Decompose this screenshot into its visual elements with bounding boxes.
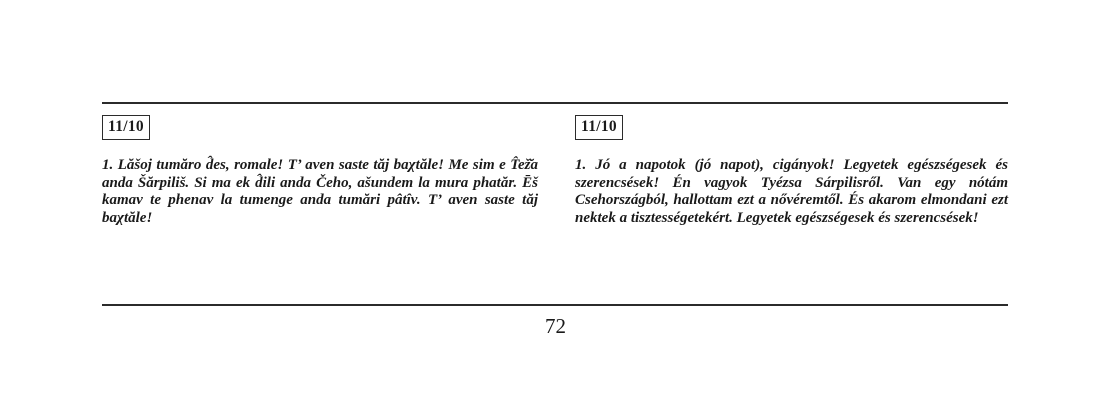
romani-verse xyxy=(102,157,538,227)
verse-text: Jó a napotok (jó napot), cigányok! Legyetek egészségesek és szerencsések! Én vagyok Tyézsa Sárpilisről. Van egy nótám Csehországból, hallottam ezt a nővéremtől. És akarom elmondani ezt nektek a tisztességetekért. Legyetek egészségesek és szerencsések! xyxy=(575,157,1008,226)
verse-text: Lăšoj tumăro d̂es, romale! T’ aven saste tăj baχtăle! Me sim e T̂ež̆a anda Šărpiliš. Si ma ek d̂ili anda Čeho, ašundem la mura phatăr. Ēš kamav te phenav la tumenge anda tumări pâtîv. T’ aven saste tăj baχtăle! xyxy=(102,157,539,226)
verse-number: 1. xyxy=(102,157,114,173)
section-label-box: 11/10 xyxy=(102,115,150,140)
hungarian-verse xyxy=(575,157,1008,227)
top-divider xyxy=(102,102,1008,104)
section-label-box: 11/10 xyxy=(575,115,623,140)
bottom-divider xyxy=(102,304,1008,306)
verse-number: 1. xyxy=(575,157,587,173)
hungarian-column xyxy=(575,115,1008,227)
romani-column xyxy=(102,115,538,227)
page-number: 72 xyxy=(545,314,566,338)
